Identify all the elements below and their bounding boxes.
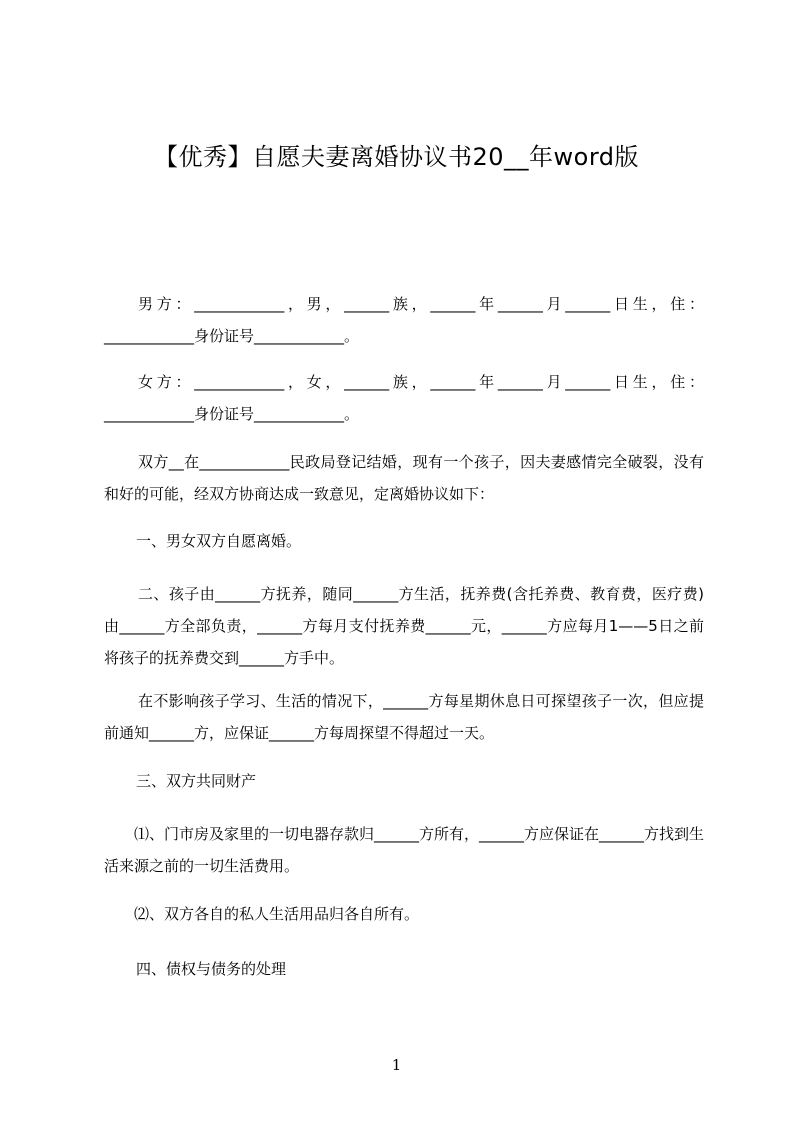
paragraph-property-1: ⑴、门市房及家里的一切电器存款归______方所有，______方应保证在______方找到生活来源之前的一切生活费用。: [104, 825, 705, 875]
paragraph-property-2: ⑵、双方各自的私人生活用品归各自所有。: [134, 905, 420, 923]
paragraph-child-custody: 二、孩子由______方抚养，随同______方生活，抚养费(含托养费、教育费，医疗费)由______方全部负责，______方每月支付抚养费______元，______方应每月1——5日之前将孩子的抚养费交到______方手中。: [104, 585, 704, 667]
section-4-heading: 四、债权与债务的处理: [136, 960, 287, 978]
page-number: 1: [391, 1056, 402, 1074]
paragraph-wife-info: 女方：____________，女，______族，______年______月______日生，住：____________身份证号____________。: [104, 373, 704, 423]
paragraph-marriage-statement: 双方__在____________民政局登记结婚，现有一个孩子，因夫妻感情完全破裂，没有和好的可能，经双方协商达成一致意见，定离婚协议如下：: [104, 453, 704, 503]
section-1-heading: 一、男女双方自愿离婚。: [136, 532, 302, 550]
document-title: 【优秀】自愿夫妻离婚协议书20__年word版: [153, 143, 640, 171]
paragraph-husband-info: 男方：____________，男，______族，______年______月______日生，住：____________身份证号____________。: [104, 295, 704, 345]
paragraph-visitation: 在不影响孩子学习、生活的情况下，______方每星期休息日可探望孩子一次，但应提前通知______方，应保证______方每周探望不得超过一天。: [104, 692, 704, 742]
section-3-heading: 三、双方共同财产: [136, 772, 257, 790]
